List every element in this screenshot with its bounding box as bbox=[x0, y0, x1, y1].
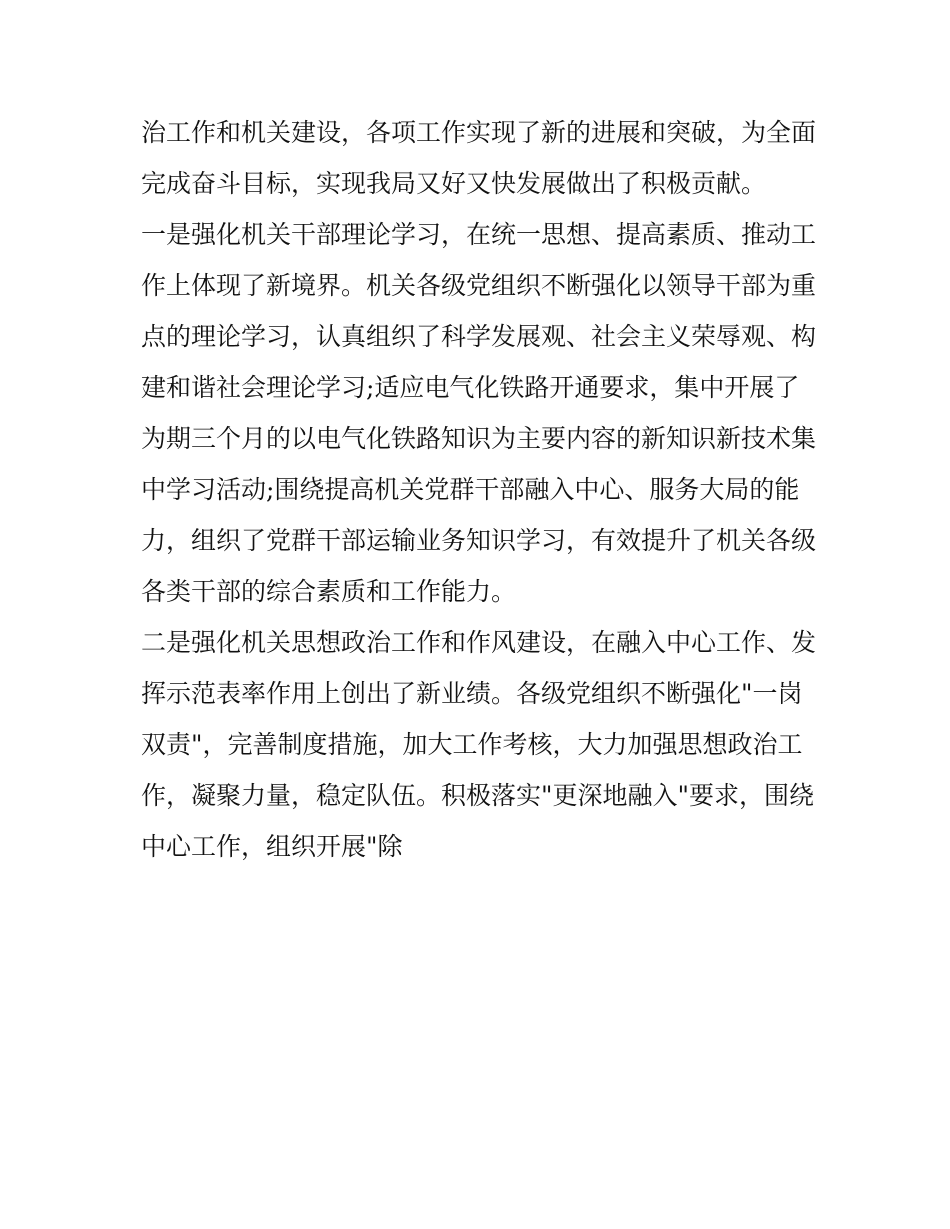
text-line: 双责"，完善制度措施，加大工作考核，大力加强思想政治工 bbox=[141, 730, 803, 759]
text-line: 一是强化机关干部理论学习，在统一思想、提高素质、推动工 bbox=[141, 220, 817, 249]
text-line: 作上体现了新境界。机关各级党组织不断强化以领导干部为重 bbox=[141, 271, 817, 300]
text-line: 中学习活动;围绕提高机关党群干部融入中心、服务大局的能 bbox=[141, 475, 800, 504]
text-line: 力，组织了党群干部运输业务知识学习，有效提升了机关各级 bbox=[141, 526, 817, 555]
text-line: 为期三个月的以电气化铁路知识为主要内容的新知识新技术集 bbox=[141, 424, 817, 453]
text-line: 二是强化机关思想政治工作和作风建设，在融入中心工作、发 bbox=[141, 628, 817, 657]
text-line: 中心工作，组织开展"除 bbox=[141, 832, 403, 861]
text-line: 挥示范表率作用上创出了新业绩。各级党组织不断强化"一岗 bbox=[141, 679, 803, 708]
text-line: 作，凝聚力量，稳定队伍。积极落实"更深地融入"要求，围绕 bbox=[141, 781, 815, 810]
body-text bbox=[141, 107, 821, 872]
text-line: 完成奋斗目标，实现我局又好又快发展做出了积极贡献。 bbox=[141, 169, 767, 198]
text-line: 建和谐社会理论学习;适应电气化铁路开通要求，集中开展了 bbox=[141, 373, 800, 402]
text-line: 点的理论学习，认真组织了科学发展观、社会主义荣辱观、构 bbox=[141, 322, 817, 351]
text-line: 各类干部的综合素质和工作能力。 bbox=[141, 577, 517, 606]
text-line: 治工作和机关建设，各项工作实现了新的进展和突破，为全面 bbox=[141, 118, 817, 147]
